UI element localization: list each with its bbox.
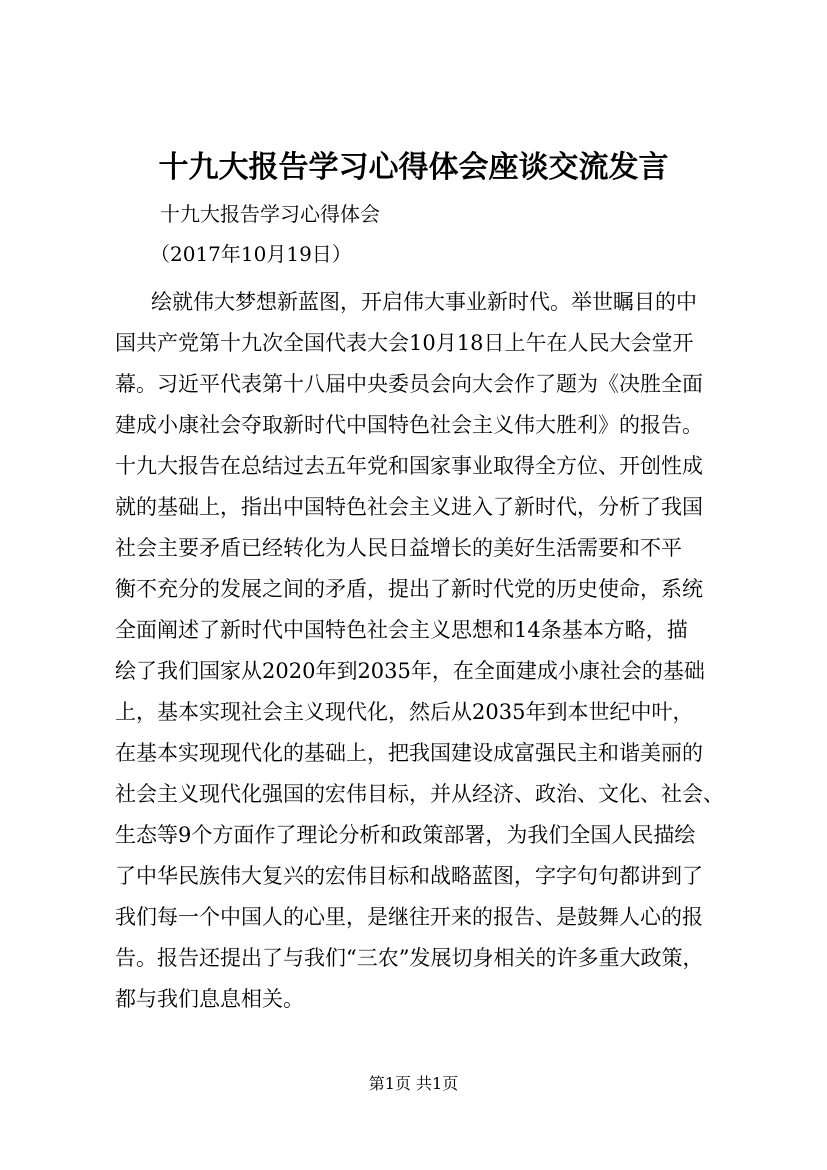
body-line: 绘了我们国家从2020年到2035年，在全面建成小康社会的基础: [115, 659, 705, 683]
body-line: 全面阐述了新时代中国特色社会主义思想和14条基本方略，描: [115, 618, 688, 642]
body-line: 就的基础上，指出中国特色社会主义进入了新时代，分析了我国: [115, 495, 703, 519]
body-line: 十九大报告在总结过去五年党和国家事业取得全方位、开创性成: [115, 454, 703, 478]
body-line: 国共产党第十九次全国代表大会10月18日上午在人民大会堂开: [115, 331, 694, 355]
body-line: 社会主义现代化强国的宏伟目标，并从经济、政治、文化、社会、: [115, 782, 724, 806]
page-footer: 第1页 共1页: [368, 1074, 459, 1093]
body-line: 上，基本实现社会主义现代化，然后从2035年到本世纪中叶，: [115, 700, 694, 724]
body-line: 了中华民族伟大复兴的宏伟目标和战略蓝图，字字句句都讲到了: [115, 864, 703, 888]
body-line: 幕。习近平代表第十八届中央委员会向大会作了题为《决胜全面: [115, 372, 703, 396]
body-line: 告。报告还提出了与我们“三农”发展切身相关的许多重大政策，: [115, 946, 704, 970]
body-line: 绘就伟大梦想新蓝图，开启伟大事业新时代。举世瞩目的中: [151, 290, 697, 314]
document-title: 十九大报告学习心得体会座谈交流发言: [158, 150, 669, 185]
document-date: （2017年10月19日）: [150, 242, 352, 266]
body-line: 我们每一个中国人的心里，是继往开来的报告、是鼓舞人心的报: [115, 905, 703, 929]
body-line: 社会主要矛盾已经转化为人民日益增长的美好生活需要和不平: [115, 536, 682, 560]
body-line: 衡不充分的发展之间的矛盾，提出了新时代党的历史使命，系统: [115, 577, 703, 601]
body-line: 都与我们息息相关。: [115, 987, 304, 1011]
body-paragraph: [115, 282, 755, 1020]
body-line: 建成小康社会夺取新时代中国特色社会主义伟大胜利》的报告。: [115, 413, 703, 437]
document-subtitle: 十九大报告学习心得体会: [160, 202, 380, 226]
body-line: 生态等9个方面作了理论分析和政策部署，为我们全国人民描绘: [115, 823, 696, 847]
body-line: 在基本实现现代化的基础上，把我国建设成富强民主和谐美丽的: [115, 741, 703, 765]
